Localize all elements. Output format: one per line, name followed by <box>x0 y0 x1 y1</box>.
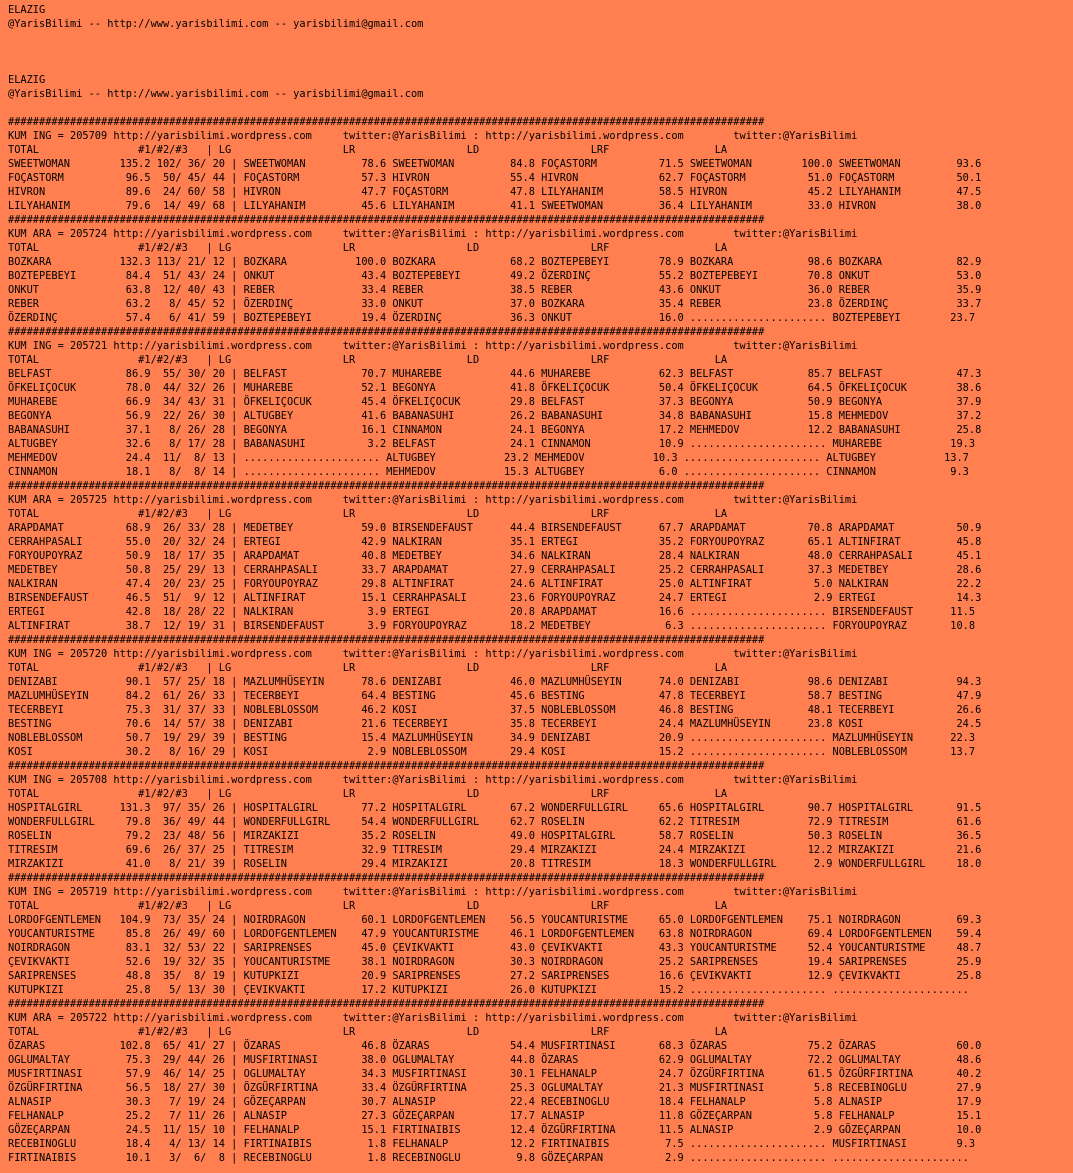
race-title: KUM ING = 205708 http://yarisbilimi.wordpress.com twitter:@YarisBilimi : http://yarisbilimi.wordpress.com twitter:@YarisBilimi <box>8 774 858 786</box>
header-line: @YarisBilimi -- http://www.yarisbilimi.com -- yarisbilimi@gmail.com <box>8 18 424 30</box>
result-row: BABANASUHI 37.1 8/ 26/ 28 | BEGONYA 16.1 CINNAMON 24.1 BEGONYA 17.2 MEHMEDOV 12.2 BABANASUHI 25.8 <box>8 424 982 436</box>
result-row: CINNAMON 18.1 8/ 8/ 14 | ...................... MEHMEDOV 15.3 ALTUGBEY 6.0 ...................... CINNAMON 9.3 <box>8 466 969 478</box>
result-row: BOZTEPEBEYI 84.4 51/ 43/ 24 | ONKUT 43.4 BOZTEPEBEYI 49.2 ÖZERDINÇ 55.2 BOZTEPEBEYI 70.8 ONKUT 53.0 <box>8 270 982 282</box>
race-title: KUM ARA = 205724 http://yarisbilimi.wordpress.com twitter:@YarisBilimi : http://yarisbilimi.wordpress.com twitter:@YarisBilimi <box>8 228 858 240</box>
result-row: FELHANALP 25.2 7/ 11/ 26 | ALNASIP 27.3 GÖZEÇARPAN 17.7 ALNASIP 11.8 GÖZEÇARPAN 5.8 FELHANALP 15.1 <box>8 1110 982 1122</box>
column-header: TOTAL #1/#2/#3 | LG LR LD LRF LA <box>8 662 728 674</box>
result-row: OGLUMALTAY 75.3 29/ 44/ 26 | MUSFIRTINASI 38.0 OGLUMALTAY 44.8 ÖZARAS 62.9 OGLUMALTAY 72.2 OGLUMALTAY 48.6 <box>8 1054 982 1066</box>
result-row: ERTEGI 42.8 18/ 28/ 22 | NALKIRAN 3.9 ERTEGI 20.8 ARAPDAMAT 16.6 ...................... BIRSENDEFAUST 11.5 <box>8 606 976 618</box>
separator-line: ########################################################################################################################## <box>8 872 765 884</box>
result-row: FIRTINAIBIS 10.1 3/ 6/ 8 | RECEBINOGLU 1.8 RECEBINOGLU 9.8 GÖZEÇARPAN 2.9 ...................... ...................... <box>8 1152 969 1164</box>
header-line <box>8 31 1073 45</box>
result-row: NOBLEBLOSSOM 50.7 19/ 29/ 39 | BESTING 15.4 MAZLUMHÜSEYIN 34.9 DENIZABI 20.9 ...................... MAZLUMHÜSEYIN 22.3 <box>8 732 976 744</box>
result-row: ALTINFIRAT 38.7 12/ 19/ 31 | BIRSENDEFAUST 3.9 FORYOUPOYRAZ 18.2 MEDETBEY 6.3 ...................... FORYOUPOYRAZ 10.8 <box>8 620 976 632</box>
result-row: LORDOFGENTLEMEN 104.9 73/ 35/ 24 | NOIRDRAGON 60.1 LORDOFGENTLEMEN 56.5 YOUCANTURISTME 65.0 LORDOFGENTLEMEN 75.1 NOIRDRAGON 69.3 <box>8 914 982 926</box>
race-title: KUM ING = 205709 http://yarisbilimi.wordpress.com twitter:@YarisBilimi : http://yarisbilimi.wordpress.com twitter:@YarisBilimi <box>8 130 858 142</box>
header-line <box>8 45 1073 59</box>
result-row: TECERBEYI 75.3 31/ 37/ 33 | NOBLEBLOSSOM 46.2 KOSI 37.5 NOBLEBLOSSOM 46.8 BESTING 48.1 TECERBEYI 26.6 <box>8 704 982 716</box>
result-row: YOUCANTURISTME 85.8 26/ 49/ 60 | LORDOFGENTLEMEN 47.9 YOUCANTURISTME 46.1 LORDOFGENTLEMEN 63.8 NOIRDRAGON 69.4 LORDOFGENTLEMEN 59.4 <box>8 928 982 940</box>
column-header: TOTAL #1/#2/#3 | LG LR LD LRF LA <box>8 242 728 254</box>
result-row: BESTING 70.6 14/ 57/ 38 | DENIZABI 21.6 TECERBEYI 35.8 TECERBEYI 24.4 MAZLUMHÜSEYIN 23.8 KOSI 24.5 <box>8 718 982 730</box>
separator-line: ########################################################################################################################## <box>8 326 765 338</box>
race-title: KUM ING = 205720 http://yarisbilimi.wordpress.com twitter:@YarisBilimi : http://yarisbilimi.wordpress.com twitter:@YarisBilimi <box>8 648 858 660</box>
column-header: TOTAL #1/#2/#3 | LG LR LD LRF LA <box>8 354 728 366</box>
result-row: ÖZERDINÇ 57.4 6/ 41/ 59 | BOZTEPEBEYI 19.4 ÖZERDINÇ 36.3 ONKUT 16.0 ...................... BOZTEPEBEYI 23.7 <box>8 312 976 324</box>
race-title: KUM ING = 205721 http://yarisbilimi.wordpress.com twitter:@YarisBilimi : http://yarisbilimi.wordpress.com twitter:@YarisBilimi <box>8 340 858 352</box>
result-row: SARIPRENSES 48.8 35/ 8/ 19 | KUTUPKIZI 20.9 SARIPRENSES 27.2 SARIPRENSES 16.6 ÇEVIKVAKTI 12.9 ÇEVIKVAKTI 25.8 <box>8 970 982 982</box>
result-row: NALKIRAN 47.4 20/ 23/ 25 | FORYOUPOYRAZ 29.8 ALTINFIRAT 24.6 ALTINFIRAT 25.0 ALTINFIRAT 5.0 NALKIRAN 22.2 <box>8 578 982 590</box>
header-line: @YarisBilimi -- http://www.yarisbilimi.com -- yarisbilimi@gmail.com <box>8 88 424 100</box>
result-row: ONKUT 63.8 12/ 40/ 43 | REBER 33.4 REBER 38.5 REBER 43.6 ONKUT 36.0 REBER 35.9 <box>8 284 982 296</box>
result-row: FOÇASTORM 96.5 50/ 45/ 44 | FOÇASTORM 57.3 HIVRON 55.4 HIVRON 62.7 FOÇASTORM 51.0 FOÇASTORM 50.1 <box>8 172 982 184</box>
result-row: ALTUGBEY 32.6 8/ 17/ 28 | BABANASUHI 3.2 BELFAST 24.1 CINNAMON 10.9 ...................... MUHAREBE 19.3 <box>8 438 976 450</box>
result-row: BEGONYA 56.9 22/ 26/ 30 | ALTUGBEY 41.6 BABANASUHI 26.2 BABANASUHI 34.8 BABANASUHI 15.8 MEHMEDOV 37.2 <box>8 410 982 422</box>
race-title: KUM ARA = 205725 http://yarisbilimi.wordpress.com twitter:@YarisBilimi : http://yarisbilimi.wordpress.com twitter:@YarisBilimi <box>8 494 858 506</box>
result-row: MEHMEDOV 24.4 11/ 8/ 13 | ...................... ALTUGBEY 23.2 MEHMEDOV 10.3 ...................... ALTUGBEY 13.7 <box>8 452 969 464</box>
header-line: ELAZIG <box>8 4 46 16</box>
separator-line: ########################################################################################################################## <box>8 116 765 128</box>
header-line: ELAZIG <box>8 74 46 86</box>
result-row: ÇEVIKVAKTI 52.6 19/ 32/ 35 | YOUCANTURISTME 38.1 NOIRDRAGON 30.3 NOIRDRAGON 25.2 SARIPRENSES 19.4 SARIPRENSES 25.9 <box>8 956 982 968</box>
race-title: KUM ARA = 205722 http://yarisbilimi.wordpress.com twitter:@YarisBilimi : http://yarisbilimi.wordpress.com twitter:@YarisBilimi <box>8 1012 858 1024</box>
result-row: BELFAST 86.9 55/ 30/ 20 | BELFAST 70.7 MUHAREBE 44.6 MUHAREBE 62.3 BELFAST 85.7 BELFAST 47.3 <box>8 368 982 380</box>
result-row: MAZLUMHÜSEYIN 84.2 61/ 26/ 33 | TECERBEYI 64.4 BESTING 45.6 BESTING 47.8 TECERBEYI 58.7 BESTING 47.9 <box>8 690 982 702</box>
column-header: TOTAL #1/#2/#3 | LG LR LD LRF LA <box>8 508 728 520</box>
result-row: ÖFKELIÇOCUK 78.0 44/ 32/ 26 | MUHAREBE 52.1 BEGONYA 41.8 ÖFKELIÇOCUK 50.4 ÖFKELIÇOCUK 64.5 ÖFKELIÇOCUK 38.6 <box>8 382 982 394</box>
column-header: TOTAL #1/#2/#3 | LG LR LD LRF LA <box>8 1026 728 1038</box>
result-row: RECEBINOGLU 18.4 4/ 13/ 14 | FIRTINAIBIS 1.8 FELHANALP 12.2 FIRTINAIBIS 7.5 ...................... MUSFIRTINASI 9.3 <box>8 1138 976 1150</box>
result-row: REBER 63.2 8/ 45/ 52 | ÖZERDINÇ 33.0 ONKUT 37.0 BOZKARA 35.4 REBER 23.8 ÖZERDINÇ 33.7 <box>8 298 982 310</box>
race-title: KUM ING = 205719 http://yarisbilimi.wordpress.com twitter:@YarisBilimi : http://yarisbilimi.wordpress.com twitter:@YarisBilimi <box>8 886 858 898</box>
result-row: MEDETBEY 50.8 25/ 29/ 13 | CERRAHPASALI 33.7 ARAPDAMAT 27.9 CERRAHPASALI 25.2 CERRAHPASALI 37.3 MEDETBEY 28.6 <box>8 564 982 576</box>
separator-line: ########################################################################################################################## <box>8 998 765 1010</box>
result-row: TITRESIM 69.6 26/ 37/ 25 | TITRESIM 32.9 TITRESIM 29.4 MIRZAKIZI 24.4 MIRZAKIZI 12.2 MIRZAKIZI 21.6 <box>8 844 982 856</box>
separator-line: ########################################################################################################################## <box>8 214 765 226</box>
result-row: SWEETWOMAN 135.2 102/ 36/ 20 | SWEETWOMAN 78.6 SWEETWOMAN 84.8 FOÇASTORM 71.5 SWEETWOMAN 100.0 SWEETWOMAN 93.6 <box>8 158 982 170</box>
result-row: MUHAREBE 66.9 34/ 43/ 31 | ÖFKELIÇOCUK 45.4 ÖFKELIÇOCUK 29.8 BELFAST 37.3 BEGONYA 50.9 BEGONYA 37.9 <box>8 396 982 408</box>
result-row: DENIZABI 90.1 57/ 25/ 18 | MAZLUMHÜSEYIN 78.6 DENIZABI 46.0 MAZLUMHÜSEYIN 74.0 DENIZABI 98.6 DENIZABI 94.3 <box>8 676 982 688</box>
result-row: ÖZARAS 102.8 65/ 41/ 27 | ÖZARAS 46.8 ÖZARAS 54.4 MUSFIRTINASI 68.3 ÖZARAS 75.2 ÖZARAS 60.0 <box>8 1040 982 1052</box>
result-row: ALNASIP 30.3 7/ 19/ 24 | GÖZEÇARPAN 30.7 ALNASIP 22.4 RECEBINOGLU 18.4 FELHANALP 5.8 ALNASIP 17.9 <box>8 1096 982 1108</box>
column-header: TOTAL #1/#2/#3 | LG LR LD LRF LA <box>8 900 728 912</box>
result-row: ÖZGÜRFIRTINA 56.5 18/ 27/ 30 | ÖZGÜRFIRTINA 33.4 ÖZGÜRFIRTINA 25.3 OGLUMALTAY 21.3 MUSFIRTINASI 5.8 RECEBINOGLU 27.9 <box>8 1082 982 1094</box>
result-row: NOIRDRAGON 83.1 32/ 53/ 22 | SARIPRENSES 45.0 ÇEVIKVAKTI 43.0 ÇEVIKVAKTI 43.3 YOUCANTURISTME 52.4 YOUCANTURISTME 48.7 <box>8 942 982 954</box>
result-row: LILYAHANIM 79.6 14/ 49/ 68 | LILYAHANIM 45.6 LILYAHANIM 41.1 SWEETWOMAN 36.4 LILYAHANIM 33.0 HIVRON 38.0 <box>8 200 982 212</box>
result-row: ROSELIN 79.2 23/ 48/ 56 | MIRZAKIZI 35.2 ROSELIN 49.0 HOSPITALGIRL 58.7 ROSELIN 50.3 ROSELIN 36.5 <box>8 830 982 842</box>
result-row: ARAPDAMAT 68.9 26/ 33/ 28 | MEDETBEY 59.0 BIRSENDEFAUST 44.4 BIRSENDEFAUST 67.7 ARAPDAMAT 70.8 ARAPDAMAT 50.9 <box>8 522 982 534</box>
result-row: MIRZAKIZI 41.0 8/ 21/ 39 | ROSELIN 29.4 MIRZAKIZI 20.8 TITRESIM 18.3 WONDERFULLGIRL 2.9 WONDERFULLGIRL 18.0 <box>8 858 982 870</box>
header-line <box>8 59 1073 73</box>
result-row: KOSI 30.2 8/ 16/ 29 | KOSI 2.9 NOBLEBLOSSOM 29.4 KOSI 15.2 ...................... NOBLEBLOSSOM 13.7 <box>8 746 976 758</box>
header-line <box>8 101 1073 115</box>
result-row: HOSPITALGIRL 131.3 97/ 35/ 26 | HOSPITALGIRL 77.2 HOSPITALGIRL 67.2 WONDERFULLGIRL 65.6 HOSPITALGIRL 90.7 HOSPITALGIRL 91.5 <box>8 802 982 814</box>
result-row: BIRSENDEFAUST 46.5 51/ 9/ 12 | ALTINFIRAT 15.1 CERRAHPASALI 23.6 FORYOUPOYRAZ 24.7 ERTEGI 2.9 ERTEGI 14.3 <box>8 592 982 604</box>
separator-line: ########################################################################################################################## <box>8 760 765 772</box>
separator-line: ########################################################################################################################## <box>8 634 765 646</box>
result-row: KUTUPKIZI 25.8 5/ 13/ 30 | ÇEVIKVAKTI 17.2 KUTUPKIZI 26.0 KUTUPKIZI 15.2 ...................... ...................... <box>8 984 969 996</box>
result-row: HIVRON 89.6 24/ 60/ 58 | HIVRON 47.7 FOÇASTORM 47.8 LILYAHANIM 58.5 HIVRON 45.2 LILYAHANIM 47.5 <box>8 186 982 198</box>
result-row: CERRAHPASALI 55.0 20/ 32/ 24 | ERTEGI 42.9 NALKIRAN 35.1 ERTEGI 35.2 FORYOUPOYRAZ 65.1 ALTINFIRAT 45.8 <box>8 536 982 548</box>
result-row: GÖZEÇARPAN 24.5 11/ 15/ 10 | FELHANALP 15.1 FIRTINAIBIS 12.4 ÖZGÜRFIRTINA 11.5 ALNASIP 2.9 GÖZEÇARPAN 10.0 <box>8 1124 982 1136</box>
result-row: BOZKARA 132.3 113/ 21/ 12 | BOZKARA 100.0 BOZKARA 68.2 BOZTEPEBEYI 78.9 BOZKARA 98.6 BOZKARA 82.9 <box>8 256 982 268</box>
result-row: WONDERFULLGIRL 79.8 36/ 49/ 44 | WONDERFULLGIRL 54.4 WONDERFULLGIRL 62.7 ROSELIN 62.2 TITRESIM 72.9 TITRESIM 61.6 <box>8 816 982 828</box>
result-row: FORYOUPOYRAZ 50.9 18/ 17/ 35 | ARAPDAMAT 40.8 MEDETBEY 34.6 NALKIRAN 28.4 NALKIRAN 48.0 CERRAHPASALI 45.1 <box>8 550 982 562</box>
result-row: MUSFIRTINASI 57.9 46/ 14/ 25 | OGLUMALTAY 34.3 MUSFIRTINASI 30.1 FELHANALP 24.7 ÖZGÜRFIRTINA 61.5 ÖZGÜRFIRTINA 40.2 <box>8 1068 982 1080</box>
column-header: TOTAL #1/#2/#3 | LG LR LD LRF LA <box>8 788 728 800</box>
column-header: TOTAL #1/#2/#3 | LG LR LD LRF LA <box>8 144 728 156</box>
separator-line: ########################################################################################################################## <box>8 480 765 492</box>
